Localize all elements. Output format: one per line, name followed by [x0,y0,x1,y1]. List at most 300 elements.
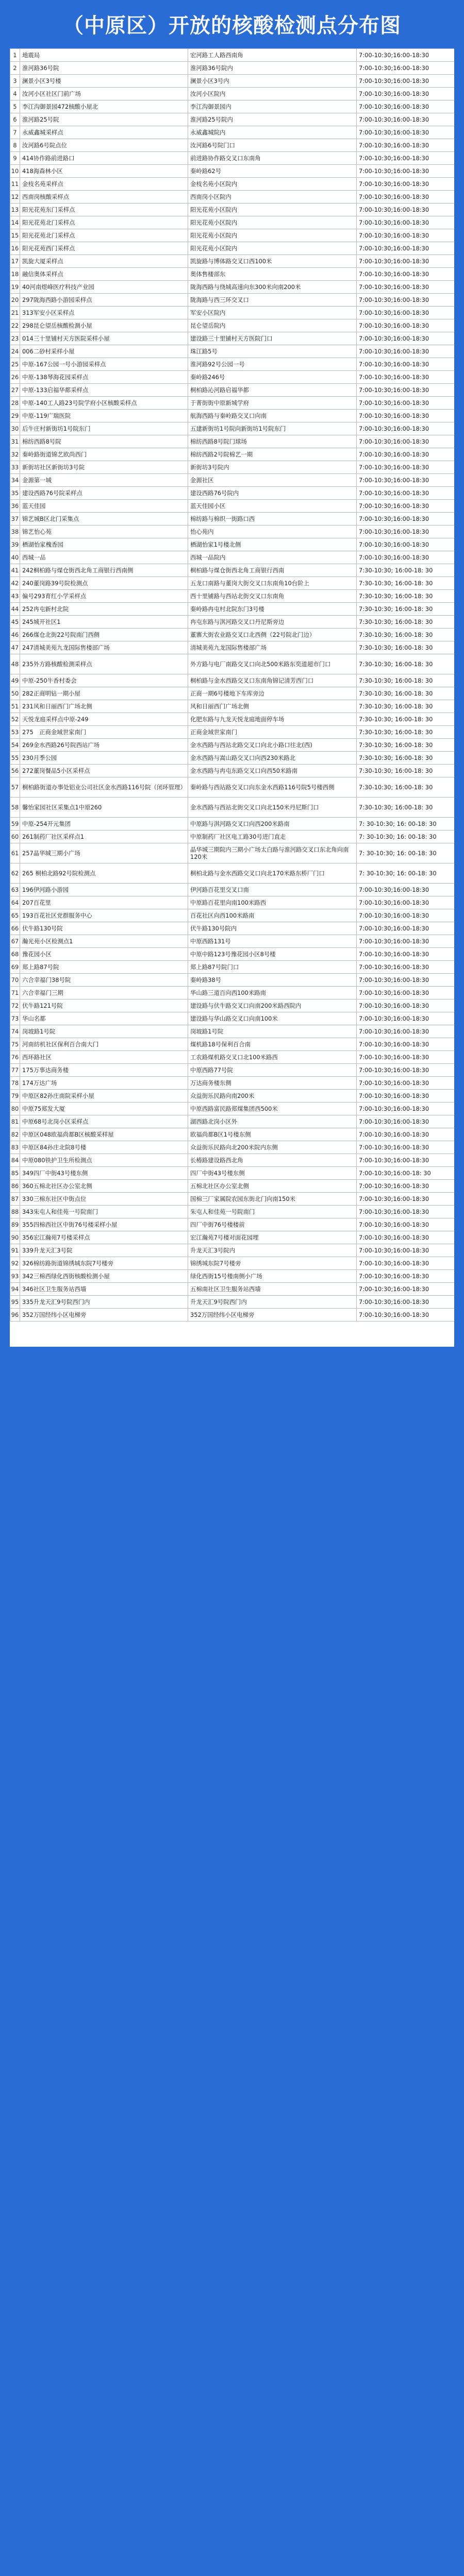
site-name-cell: 418海森林小区 [20,165,188,178]
site-name-cell: 澜景小区3号楼 [20,75,188,88]
row-number-cell: 55 [10,752,20,765]
table-row [10,1038,455,1051]
site-name-cell: 桐柏路街道办事处铝业公司社区金水西路116号院（闭环管理） [20,777,188,798]
opening-hours-cell: 7:30-10:30; 16:00-18: 30 [357,777,455,798]
row-number-cell: 45 [10,616,20,629]
site-name-cell: 汝河小区社区门前广场 [20,88,188,100]
row-number-cell: 2 [10,62,20,75]
opening-hours-cell: 7: 30-10:30; 16: 00-18: 30 [357,831,455,843]
opening-hours-cell: 7:00-10:30;16:00-18:30 [357,1309,455,1321]
opening-hours-cell: 7:00-10:30;16:00-18:30 [357,551,455,564]
opening-hours-cell: 7:00-10:30;16:00-18:30 [357,909,455,922]
site-address-cell: 桐柏路与金水西路交叉口东南角锦记清芳西门口 [188,674,357,687]
table-row [10,255,455,268]
row-number-cell: 65 [10,909,20,922]
row-number-cell: 47 [10,641,20,654]
table-row [10,603,455,616]
row-number-cell: 85 [10,1167,20,1180]
site-address-cell: 金水西路与西站北路交叉口向北小路口往北(西) [188,739,357,752]
row-number-cell: 27 [10,384,20,397]
site-name-cell: 269金水西路26号院西站广场 [20,739,188,752]
site-name-cell: 阳光花苑北门采样点 [20,229,188,242]
table-row [10,1309,455,1321]
row-number-cell: 41 [10,564,20,577]
site-address-cell: 中原路百花里向南100米路西 [188,896,357,909]
opening-hours-cell: 7:00-10:30;16:00-18:30 [357,178,455,191]
site-address-cell: 秦岭路与西站路交叉口向东金水西路116号院5号楼西侧 [188,777,357,798]
opening-hours-cell: 7:00-10:30;16:00-18:30 [357,191,455,204]
row-number-cell: 58 [10,798,20,818]
table-row [10,922,455,935]
site-name-cell: 阳光花苑东门采样点 [20,204,188,216]
site-address-cell: 锦绣城东院7号楼旁 [188,1257,357,1270]
table-row [10,474,455,487]
row-number-cell: 31 [10,435,20,448]
row-number-cell: 94 [10,1283,20,1296]
row-number-cell: 81 [10,1115,20,1128]
table-row [10,165,455,178]
opening-hours-cell: 7:00-10:30;16:00-18:30 [357,371,455,384]
site-name-cell: 231风和日丽西门广场北侧 [20,700,188,713]
row-number-cell: 54 [10,739,20,752]
site-address-cell: 冉屯东路与淇河路交叉口丹尼斯旁边 [188,616,357,629]
site-address-cell: 桐柏路沁河路启福华都 [188,384,357,397]
row-number-cell: 69 [10,961,20,974]
opening-hours-cell: 7:00-10:30;16:00-18:30 [357,1064,455,1077]
opening-hours-cell: 7:00-10:30;16:00-18:30 [357,1231,455,1244]
table-row [10,726,455,739]
table-row [10,674,455,687]
site-address-cell: 伊河路百花里交叉口南 [188,884,357,896]
opening-hours-cell: 7:00-10:30;16:00-18:30 [357,999,455,1012]
opening-hours-cell: 7:00-10:30;16:00-18:30 [357,948,455,961]
opening-hours-cell: 7:00-10:30;16:00-18:30 [357,126,455,139]
row-number-cell: 91 [10,1244,20,1257]
table-row [10,1283,455,1296]
site-address-cell: 珠江路5号 [188,345,357,358]
site-address-cell: 化肥东路与九龙天悦龙庭地面停车场 [188,713,357,726]
opening-hours-cell: 7:00-10:30;16:00-18:30 [357,1180,455,1193]
row-number-cell: 16 [10,242,20,255]
table-row [10,191,455,204]
table-row [10,75,455,88]
row-number-cell: 93 [10,1270,20,1283]
row-number-cell: 83 [10,1141,20,1154]
site-address-cell: 汝河小区院内 [188,88,357,100]
site-address-cell: 董寨大街农业路交叉口北西侧（22号院北门边） [188,629,357,641]
site-name-cell: 245城开社区1 [20,616,188,629]
site-name-cell: 中原-250牛香村委会 [20,674,188,687]
site-name-cell: 230月季公园 [20,752,188,765]
site-address-cell: 建设路与华山路交叉口向南100米 [188,1012,357,1025]
table-row [10,974,455,987]
site-name-cell: 汝河路6号院点位 [20,139,188,152]
row-number-cell: 12 [10,191,20,204]
table-row [10,629,455,641]
site-address-cell: 奥体售楼部东 [188,268,357,281]
table-row [10,1064,455,1077]
table-row [10,1231,455,1244]
site-address-cell: 新街坊3号院内 [188,461,357,474]
page-title: （中原区）开放的核酸检测点分布图 [63,13,401,38]
site-address-cell: 金源社区 [188,474,357,487]
opening-hours-cell: 7:00-10:30;16:00-18:30 [357,358,455,371]
table-row [10,1167,455,1180]
row-number-cell: 82 [10,1128,20,1141]
opening-hours-cell: 7:00-10:30;16:00-18:30 [357,1012,455,1025]
site-name-cell: 伏牛路130号院 [20,922,188,935]
site-name-cell: 融信奥体采样点 [20,268,188,281]
table-row [10,242,455,255]
site-address-cell: 中原西路富民路郑煤集团西500米 [188,1103,357,1115]
table-row [10,538,455,551]
opening-hours-cell: 7:00-10:30;16:00-18:30 [357,538,455,551]
site-address-cell: 绿化西街15号楼南侧小广场 [188,1270,357,1283]
row-number-cell: 46 [10,629,20,641]
site-name-cell: 豫花园小区 [20,948,188,961]
opening-hours-cell: 7:00-10:30;16:00-18:30 [357,922,455,935]
table-row [10,1218,455,1231]
row-number-cell: 64 [10,896,20,909]
opening-hours-cell: 7:00-10:30;16:00-18:30 [357,100,455,113]
site-name-cell: 中原区82孙庄南院采样小屋 [20,1090,188,1103]
opening-hours-cell: 7:00-10:30;16:00-18:30 [357,229,455,242]
row-number-cell: 89 [10,1218,20,1231]
table-row [10,1296,455,1309]
site-address-cell: 升龙天汇9号院西门内 [188,1296,357,1309]
opening-hours-cell: 7:00-10:30;16:00-18:30 [357,1090,455,1103]
site-name-cell: 014三十里铺村天方医院采样小屋 [20,332,188,345]
opening-hours-cell: 7:30-10:30; 16:00-18: 30 [357,641,455,654]
opening-hours-cell: 7:00-10:30;16:00-18:30 [357,1038,455,1051]
table-row [10,88,455,100]
site-address-cell: 蓝天佳园小区 [188,500,357,513]
testing-sites-table-container [10,48,454,1347]
site-name-cell: 352万国经纬小区电梯旁 [20,1309,188,1321]
table-row [10,765,455,777]
site-address-cell: 工农路煤机路交叉口北100米路西 [188,1051,357,1064]
table-row [10,307,455,319]
opening-hours-cell: 7: 30-10:30; 16: 00-18: 30 [357,818,455,831]
site-address-cell: 长椿路建设路西北角 [188,1154,357,1167]
site-address-cell: 正商一期6号楼地下车库旁边 [188,687,357,700]
opening-hours-cell: 7:30-10:30; 16:00-18: 30 [357,726,455,739]
row-number-cell: 59 [10,818,20,831]
opening-hours-cell: 7:30-10:30; 16:00-18: 30 [357,765,455,777]
row-number-cell: 20 [10,294,20,307]
table-row [10,687,455,700]
opening-hours-cell: 7:00-10:30;16:00-18:30 [357,935,455,948]
opening-hours-cell: 7:00-10:30;16:00-18:30 [357,461,455,474]
site-name-cell: 馨怡家园社区采集点1中原260 [20,798,188,818]
table-row [10,448,455,461]
table-row [10,564,455,577]
site-address-cell: 阳光花苑小区院内 [188,229,357,242]
opening-hours-cell: 7:00-10:30;16:00-18:30 [357,1296,455,1309]
table-row [10,126,455,139]
opening-hours-cell: 7:00-10:30;16:00-18:30 [357,165,455,178]
opening-hours-cell: 7:00-10:30;16:00-18:30 [357,332,455,345]
site-address-cell: 淮河路36号院内 [188,62,357,75]
site-name-cell: 240董岗路39号院检测点 [20,577,188,590]
opening-hours-cell: 7:00-10:30;16:00-18:30 [357,62,455,75]
row-number-cell: 18 [10,268,20,281]
site-address-cell: 建设西路76号院内 [188,487,357,500]
site-name-cell: 西南岗核酸采样点 [20,191,188,204]
site-name-cell: 339升龙天汇3号院 [20,1244,188,1257]
opening-hours-cell: 7:00-10:30;16:00-18:30 [357,1283,455,1296]
site-address-cell: 百花社区向西100米路南 [188,909,357,922]
table-row [10,152,455,165]
table-row [10,1270,455,1283]
row-number-cell: 29 [10,410,20,422]
opening-hours-cell: 7:00-10:30;16:00-18:30 [357,242,455,255]
row-number-cell: 30 [10,422,20,435]
row-number-cell: 40 [10,551,20,564]
row-number-cell: 7 [10,126,20,139]
site-name-cell: 中原-119广瑞医院 [20,410,188,422]
table-row [10,641,455,654]
site-address-cell: 中原制药厂社区电工路30号进门直走 [188,831,357,843]
row-number-cell: 57 [10,777,20,798]
row-number-cell: 9 [10,152,20,165]
site-address-cell: 四厂中街43号楼东侧 [188,1167,357,1180]
site-address-cell: 五棉南社区卫生服务站西墙 [188,1283,357,1296]
opening-hours-cell: 7: 30-10:30; 16: 00-18: 30 [357,863,455,884]
site-name-cell: 伏牛路121号院 [20,999,188,1012]
site-address-cell: 万达商务楼东侧 [188,1077,357,1090]
footer-brand-area [0,1347,464,1397]
row-number-cell: 28 [10,397,20,410]
opening-hours-cell: 7:30-10:30; 16:00-18: 30 [357,713,455,726]
row-number-cell: 26 [10,371,20,384]
site-name-cell: 297陇海西路小游园采样点 [20,294,188,307]
row-number-cell: 52 [10,713,20,726]
site-address-cell: 阳光花苑小区院内 [188,216,357,229]
row-number-cell: 80 [10,1103,20,1115]
opening-hours-cell: 7:00-10:30;16:00-18:30 [357,345,455,358]
row-number-cell: 23 [10,332,20,345]
site-address-cell: 西十里铺路与西站北街交叉口东南角 [188,590,357,603]
table-row [10,1128,455,1141]
site-name-cell: 阳光花苑北门采样点 [20,216,188,229]
row-number-cell: 34 [10,474,20,487]
row-number-cell: 78 [10,1077,20,1090]
site-name-cell: 中原-167公园一号小游园采样点 [20,358,188,371]
site-name-cell: 266煤仓北街22号院南门西侧 [20,629,188,641]
site-address-cell: 陇海路与西三环交叉口 [188,294,357,307]
row-number-cell: 66 [10,922,20,935]
row-number-cell: 76 [10,1051,20,1064]
site-name-cell: 346社区卫生服务站西墙 [20,1283,188,1296]
site-name-cell: 282正商明钻一期小屋 [20,687,188,700]
opening-hours-cell: 7:00-10:30;16:00-18:30 [357,255,455,268]
table-row [10,1193,455,1206]
site-address-cell: 四厂中街76号楼楼前 [188,1218,357,1231]
table-row [10,100,455,113]
row-number-cell: 50 [10,687,20,700]
row-number-cell: 84 [10,1154,20,1167]
row-number-cell: 24 [10,345,20,358]
row-number-cell: 75 [10,1038,20,1051]
site-name-cell: 李江沟御景园472核酸小屋北 [20,100,188,113]
site-address-cell: 永威鑫城院内 [188,126,357,139]
table-row [10,435,455,448]
site-name-cell: 414协作路前进路口 [20,152,188,165]
site-address-cell: 棉纺西路2号院棉艺一期 [188,448,357,461]
table-row [10,410,455,422]
row-number-cell: 71 [10,987,20,999]
site-name-cell: 中原-140工人路23号院学府小区核酸采样点 [20,397,188,410]
opening-hours-cell: 7:00-10:30;16:00-18:30 [357,1051,455,1064]
opening-hours-cell: 7:00-10:30;16:00-18:30 [357,307,455,319]
table-row [10,1154,455,1167]
table-row [10,332,455,345]
row-number-cell: 88 [10,1206,20,1218]
site-address-cell: 阳光花苑小区院内 [188,242,357,255]
site-name-cell: 247清城美苑九龙国际售楼部广场 [20,641,188,654]
opening-hours-cell: 7:00-10:30;16:00-18:30 [357,1025,455,1038]
site-name-cell: 中原区84孙庄北院8号楼 [20,1141,188,1154]
site-name-cell: 261制药厂社区采样点1 [20,831,188,843]
table-row [10,818,455,831]
opening-hours-cell: 7:00-10:30;16:00-18:30 [357,75,455,88]
site-address-cell: 秦岭路冉屯村北院东门3号楼 [188,603,357,616]
opening-hours-cell: 7:00-10:30;16:00-18:30 [357,1193,455,1206]
row-number-cell: 19 [10,281,20,294]
row-number-cell: 4 [10,88,20,100]
site-address-cell: 军安小区院内 [188,307,357,319]
table-row [10,935,455,948]
table-row [10,139,455,152]
site-name-cell: 252冉屯新村北院 [20,603,188,616]
row-number-cell: 17 [10,255,20,268]
site-name-cell: 中原-254开元集团 [20,818,188,831]
table-row [10,999,455,1012]
table-row [10,896,455,909]
site-address-cell: 李江沟御景园内 [188,100,357,113]
table-row [10,798,455,818]
row-number-cell: 39 [10,538,20,551]
row-number-cell: 74 [10,1025,20,1038]
table-row [10,577,455,590]
table-row [10,384,455,397]
table-row [10,1180,455,1193]
opening-hours-cell: 7:00-10:30;16:00-18:30 [357,1141,455,1154]
table-row [10,487,455,500]
table-row [10,204,455,216]
row-number-cell: 73 [10,1012,20,1025]
site-address-cell: 352万国经纬小区电梯旁 [188,1309,357,1321]
row-number-cell: 10 [10,165,20,178]
site-address-cell: 阳光花苑小区院内 [188,204,357,216]
row-number-cell: 37 [10,513,20,526]
table-row [10,654,455,674]
site-address-cell: 外方路与电厂南路交叉口向北500米路东奕道超市门口 [188,654,357,674]
table-row [10,49,455,62]
site-address-cell: 中原路与淇河路交叉口向西200米路南 [188,818,357,831]
site-address-cell: 淮河路92号公园一号 [188,358,357,371]
site-name-cell: 河南纺机社区保利百合南大门 [20,1038,188,1051]
opening-hours-cell: 7:00-10:30;16:00-18:30 [357,448,455,461]
opening-hours-cell: 7:30-10:30; 16:00-18: 30 [357,674,455,687]
table-row [10,513,455,526]
site-address-cell: 建设路与伏牛路交叉口向南200米路西院内 [188,999,357,1012]
site-name-cell: 中原080铁护卫生所检测点 [20,1154,188,1167]
site-name-cell: 中原区048欧福尚都B区核酸采样屋 [20,1128,188,1141]
opening-hours-cell: 7:00-10:30;16:00-18:30 [357,384,455,397]
site-name-cell: 342三棉西绿化西街核酸检测小屋 [20,1270,188,1283]
site-name-cell: 阳光花苑西门采样点 [20,242,188,255]
site-address-cell: 于菁街街中原新城学府 [188,397,357,410]
row-number-cell: 53 [10,726,20,739]
table-row [10,345,455,358]
site-name-cell: 锦艺怡心苑 [20,526,188,538]
site-address-cell: 朱屯人和佳苑一号院南门 [188,1206,357,1218]
site-address-cell: 凯旋路与博体路交叉口西100米 [188,255,357,268]
table-row [10,909,455,922]
site-address-cell: 淮河路25号院内 [188,113,357,126]
site-address-cell: 清城美苑九龙国际售楼部广场 [188,641,357,654]
site-name-cell: 330三棉东社区中街点位 [20,1193,188,1206]
row-number-cell: 56 [10,765,20,777]
table-row [10,752,455,765]
site-name-cell: 298昆仑望岳核酸检测小屋 [20,319,188,332]
row-number-cell: 90 [10,1231,20,1244]
site-address-cell: 汝河路6号院门口 [188,139,357,152]
site-name-cell: 356宏江瀚苑7号楼采样点 [20,1231,188,1244]
row-number-cell: 72 [10,999,20,1012]
site-address-cell: 晶华城三期院内三期小广场太白路与淮河路交叉口东北角向南120米 [188,843,357,863]
opening-hours-cell: 7:00-10:30;16:00-18:30 [357,204,455,216]
opening-hours-cell: 7:00-10:30;16:00-18:30 [357,294,455,307]
site-name-cell: 175万事达商务楼 [20,1064,188,1077]
opening-hours-cell: 7:30-10:30; 16:00-18: 30 [357,603,455,616]
opening-hours-cell: 7:00-10:30;16:00-18:30 [357,1077,455,1090]
site-name-cell: 174万达广场 [20,1077,188,1090]
row-number-cell: 62 [10,863,20,884]
site-address-cell: 桐柏路与煤仓街西北角工商银行西南 [188,564,357,577]
site-name-cell: 343朱屯人和佳苑一号院南门 [20,1206,188,1218]
site-address-cell: 栖湖怡家1号楼北侧 [188,538,357,551]
table-row [10,1012,455,1025]
row-number-cell: 13 [10,204,20,216]
table-row [10,358,455,371]
table-row [10,1206,455,1218]
row-number-cell: 35 [10,487,20,500]
site-address-cell: 五龙口南路与董岗大街交叉口东南角10台阶上 [188,577,357,590]
site-name-cell: 265 桐柏北路92号院检测点 [20,863,188,884]
opening-hours-cell: 7:00-10:30;16:00-18:30 [357,49,455,62]
site-address-cell: 西南岗小区院内 [188,191,357,204]
table-row [10,461,455,474]
site-address-cell: 煤机路18号保利百合南 [188,1038,357,1051]
site-address-cell: 中原西路131号 [188,935,357,948]
row-number-cell: 11 [10,178,20,191]
opening-hours-cell: 7:00-10:30;16:00-18:30 [357,435,455,448]
opening-hours-cell: 7:30-10:30; 16:00-18: 30 [357,687,455,700]
site-address-cell: 陇海西路与绕城高速向东300米向南200米 [188,281,357,294]
row-number-cell: 8 [10,139,20,152]
testing-sites-table [10,48,454,1321]
site-name-cell: 岗坡路1号院 [20,1025,188,1038]
opening-hours-cell: 7:00-10:30;16:00-18:30 [357,1244,455,1257]
site-name-cell: 中原75郑发大厦 [20,1103,188,1115]
opening-hours-cell: 7: 30-10:30; 16: 00-18: 30 [357,843,455,863]
site-address-cell: 桐柏北路与金水西路交叉口向北170米路东桥厂门口 [188,863,357,884]
table-row [10,884,455,896]
site-name-cell: 秦岭路街道锦艺欧尚西门 [20,448,188,461]
